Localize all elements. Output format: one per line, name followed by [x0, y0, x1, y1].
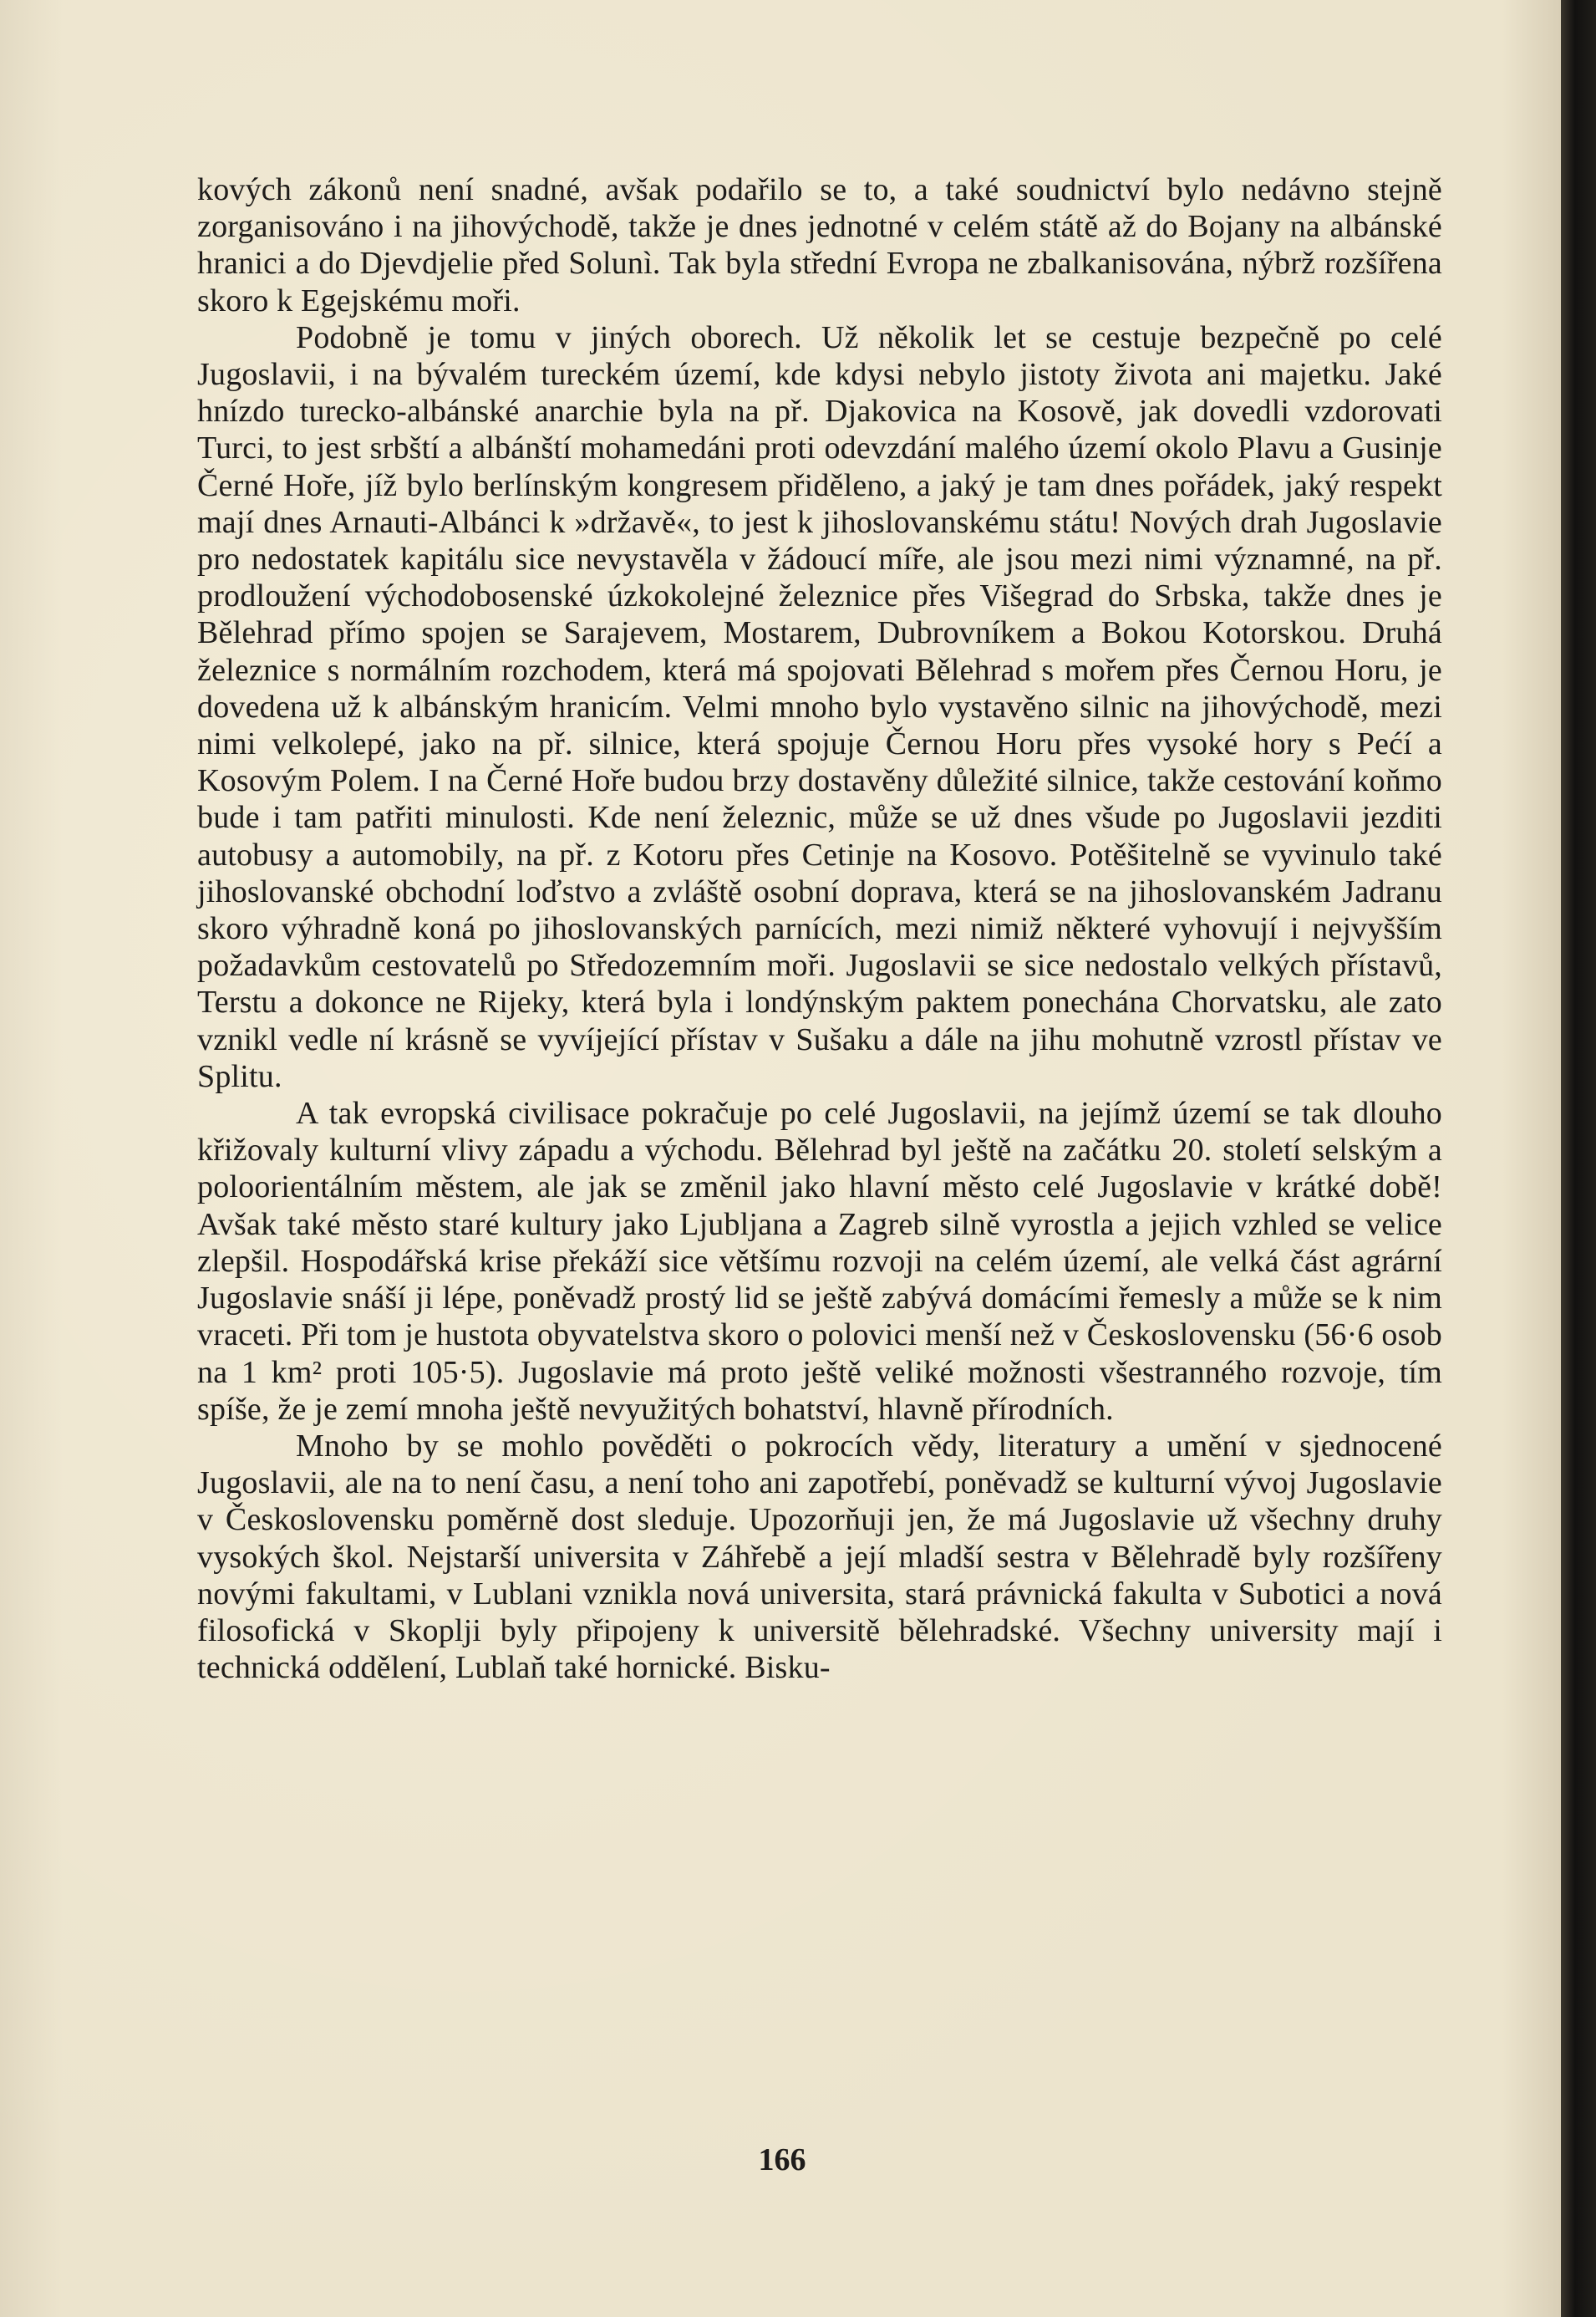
- paragraph-1: kových zákonů není snadné, avšak podařilo se to, a také soudnictví bylo nedávno stejně zorganisováno i na jihovýchodě, takže je dnes jednotné v celém státě až do Bojany na albánské hranici a do Djevdjelie před Solunì. Tak byla střední Evropa ne zbalkanisována, nýbrž rozšířena skoro k Egejskému moři.: [197, 172, 1442, 318]
- page-number: 166: [758, 2142, 806, 2177]
- paragraph-3: A tak evropská civilisace pokračuje po celé Jugoslavii, na jejímž území se tak dlouho křižovaly kulturní vlivy západu a východu. Bělehrad byl ještě na začátku 20. století selským a poloorientálním městem, ale jak se změnil jako hlavní město celé Jugoslavie v krátké době! Avšak také město staré kultury jako Ljubljana a Zagreb silně vyrostla a jejich vzhled se velice zlepšil. Hospodářská krise překáží sice většímu rozvoji na celém území, ale velká část agrární Jugoslavie snáší ji lépe, poněvadž prostý lid se ještě zabývá domácími řemesly a může se k nim vraceti. Při tom je hustota obyvatelstva skoro o polovici menší než v Československu (56·6 osob na 1 km² proti 105·5). Jugoslavie má proto ještě veliké možnosti všestranného rozvoje, tím spíše, že je zemí mnoha ještě nevyužitých bohatství, hlavně přírodních.: [197, 1096, 1442, 1427]
- body-text: [197, 171, 1442, 1686]
- paragraph-2: Podobně je tomu v jiných oborech. Už několik let se cestuje bezpečně po celé Jugoslavii, i na bývalém tureckém území, kde kdysi nebylo jistoty života ani majetku. Jaké hnízdo turecko-albánské anarchie byla na př. Djakovica na Kosově, jak dovedli vzdorovati Turci, to jest srbští a albánští mohamedáni proti odevzdání malého území okolo Plavu a Gusinje Černé Hoře, jíž bylo berlínským kongresem přiděleno, a jaký je tam dnes pořádek, jaký respekt mají dnes Arnauti-Albánci k »državě«, to jest k jihoslovanskému státu! Nových drah Jugoslavie pro nedostatek kapitálu sice nevystavěla v žádoucí míře, ale jsou mezi nimi významné, na př. prodloužení východobosenské úzkokolejné železnice přes Višegrad do Srbska, takže dnes je Bělehrad přímo spojen se Sarajevem, Mostarem, Dubrovníkem a Bokou Kotorskou. Druhá železnice s normálním rozchodem, která má spojovati Bělehrad s mořem přes Černou Horu, je dovedena už k albánským hranicím. Velmi mnoho bylo vystavěno silnic na jihovýchodě, mezi nimi velkolepé, jako na př. silnice, která spojuje Černou Horu přes vysoké hory s Pećí a Kosovým Polem. I na Černé Hoře budou brzy dostavěny důležité silnice, takže cestování koňmo bude i tam patřiti minulosti. Kde není železnic, může se už dnes všude po Jugoslavii jezditi autobusy a automobily, na př. z Kotoru přes Cetinje na Kosovo. Potěšitelně se vyvinulo také jihoslovanské obchodní loďstvo a zvláště osobní doprava, která se na jihoslovanském Jadranu skoro výhradně koná po jihoslovanských parnících, mezi nimiž některé vyhovují i nejvyšším požadavkům cestovatelů po Středozemním moři. Jugoslavii se sice nedostalo velkých přístavů, Terstu a dokonce ne Rijeky, která byla i londýnským paktem ponechána Chorvatsku, ale zato vznikl vedle ní krásně se vyvíjející přístav v Sušaku a dále na jihu mohutně vzrostl přístav ve Splitu.: [197, 319, 1442, 1094]
- paragraph-4: Mnoho by se mohlo pověděti o pokrocích vědy, literatury a umění v sjednocené Jugoslavii, ale na to není času, a není toho ani zapotřebí, poněvadž se kulturní vývoj Jugoslavie v Československu poměrně dost sleduje. Upozorňuji jen, že má Jugoslavie už všechny druhy vysokých škol. Nejstarší universita v Záhřebě a její mladší sestra v Bělehradě byly rozšířeny novými fakultami, v Lublani vznikla nová universita, stará právnická fakulta v Subotici a nová filosofická v Skoplji byly připojeny k universitě bělehradské. Všechny university mají i technická oddělení, Lublaň také hornické. Bisku-: [197, 1428, 1442, 1686]
- book-binding-edge: [1561, 0, 1596, 2317]
